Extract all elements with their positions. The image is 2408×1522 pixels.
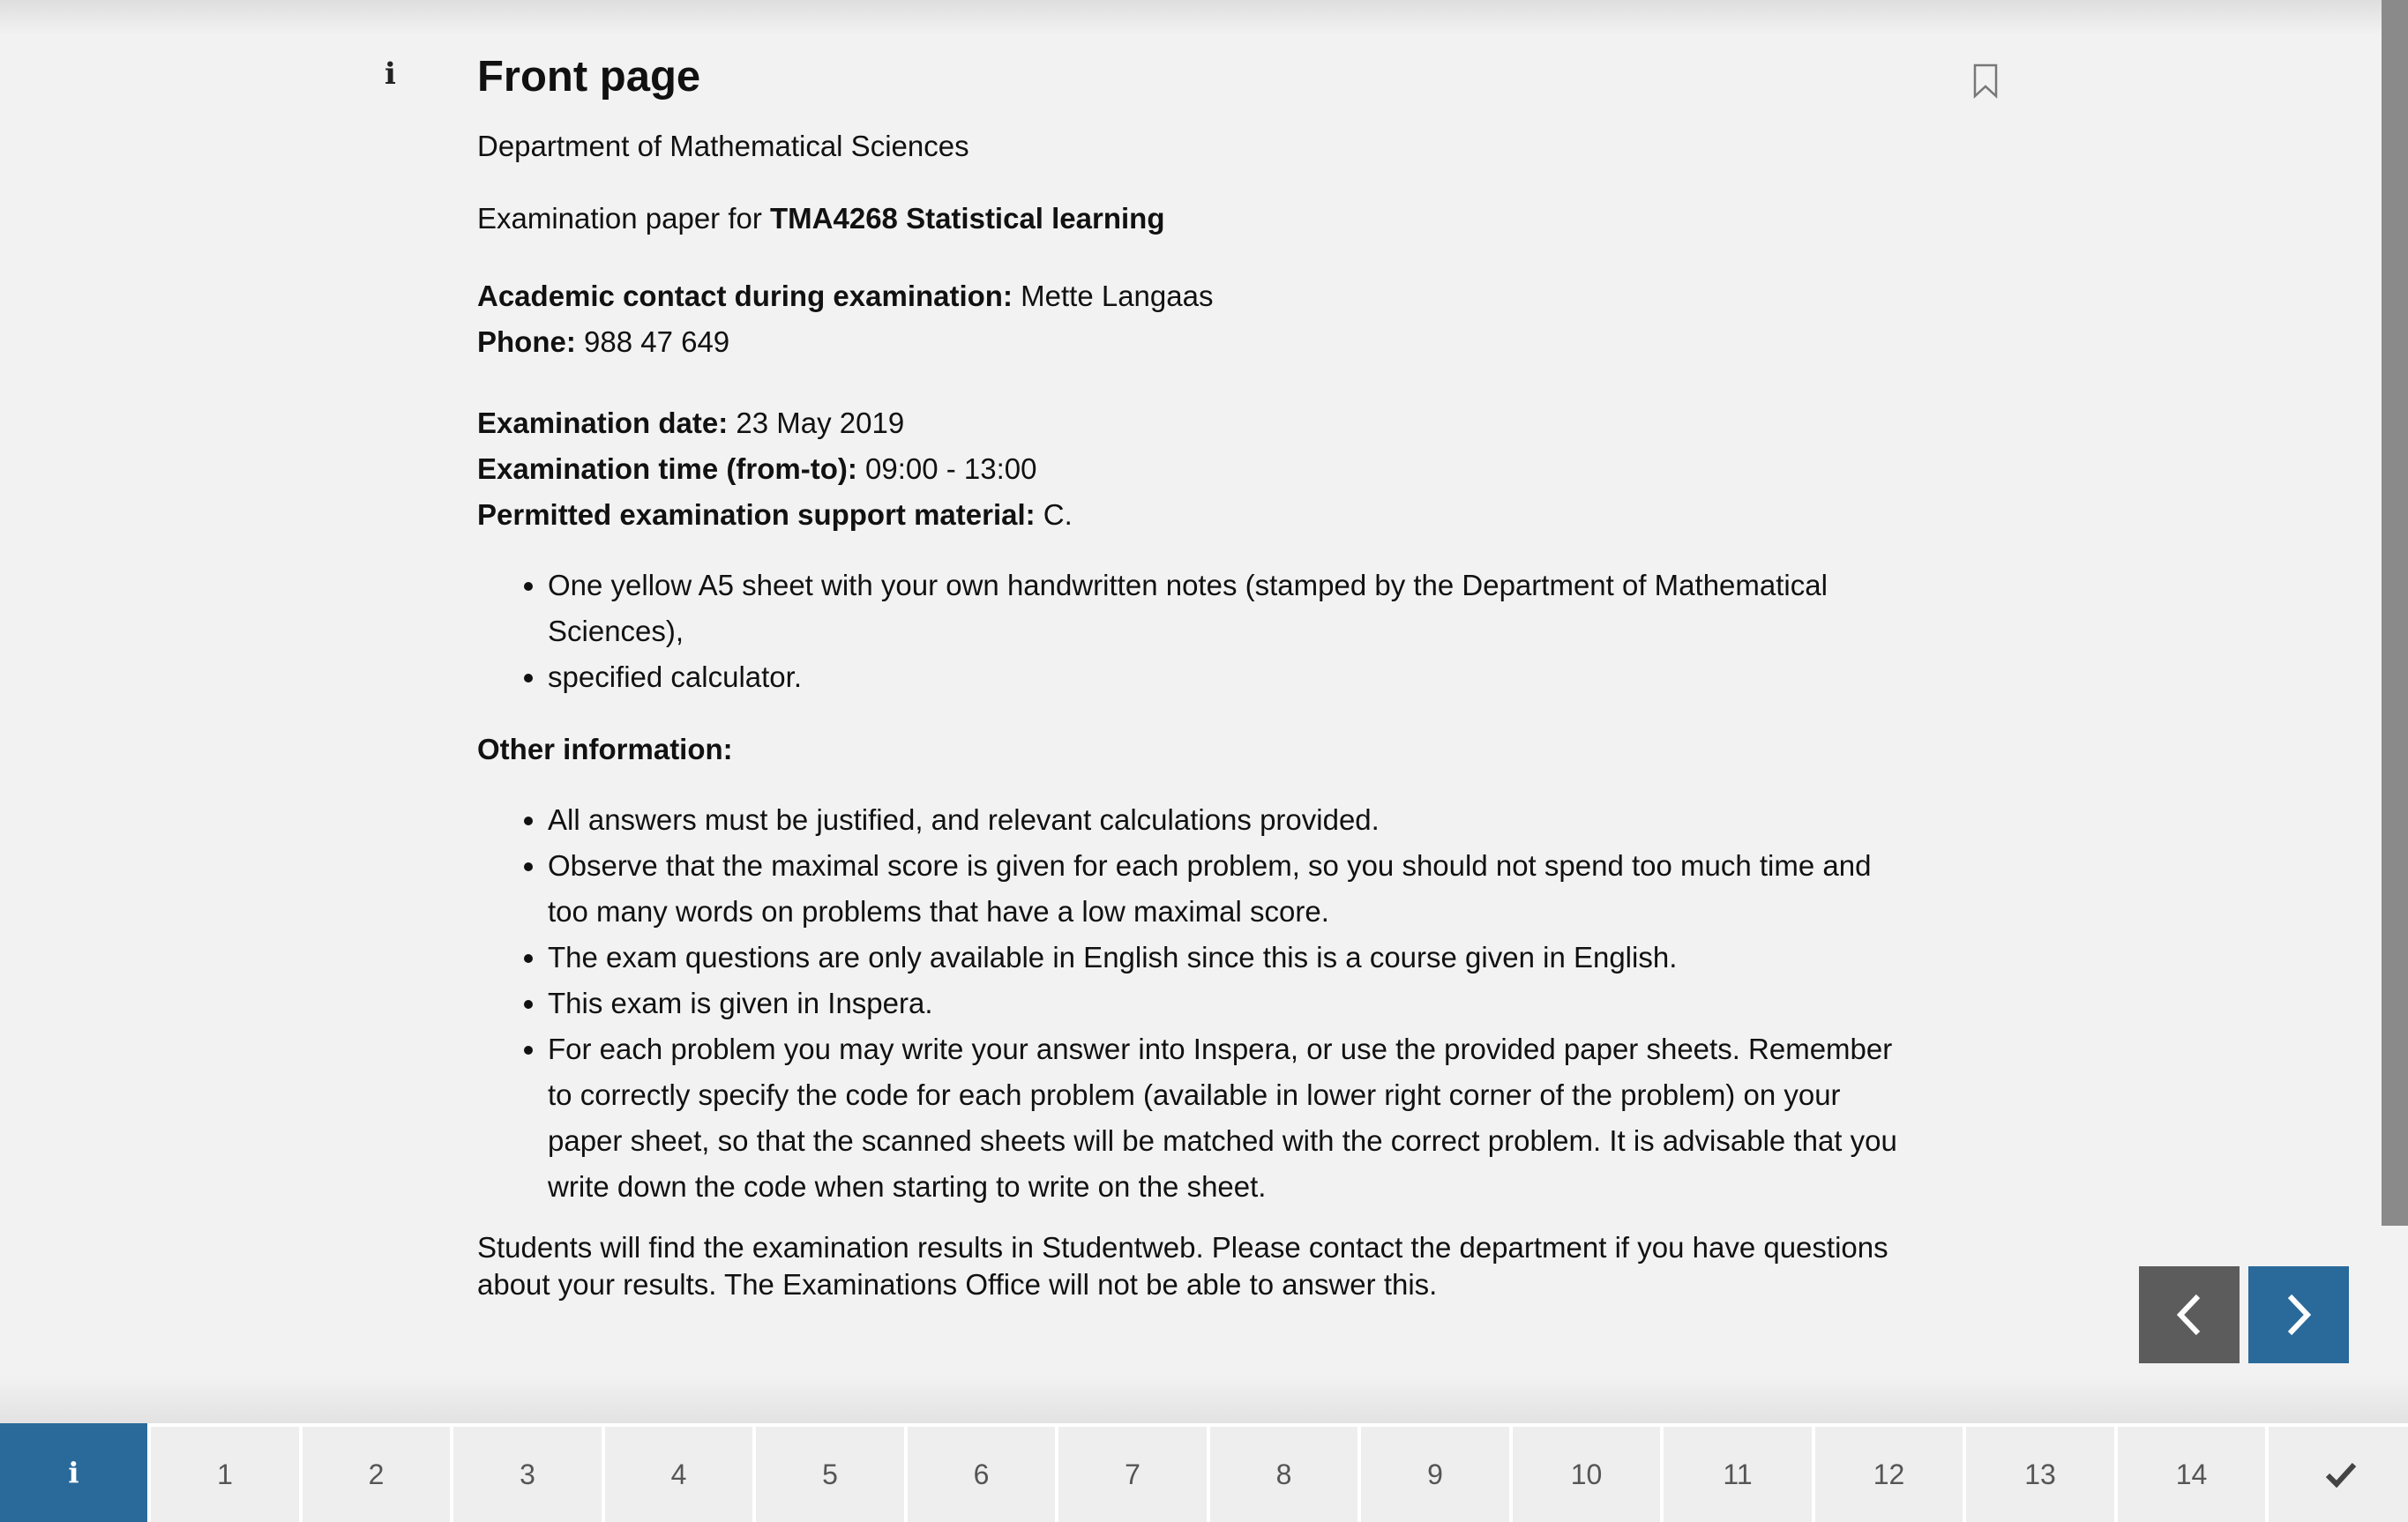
material-label: Permitted examination support material: [477,498,1036,531]
exam-date-line [477,400,1906,446]
next-button[interactable] [2248,1266,2349,1363]
time-value: 09:00 - 13:00 [856,452,1037,485]
course-name: TMA4268 Statistical learning [770,202,1165,235]
bookmark-icon[interactable] [1972,63,1999,99]
date-value: 23 May 2019 [728,407,905,439]
checkmark-icon [2325,1461,2357,1488]
tab-question-9[interactable]: 9 [1361,1423,1513,1522]
tab-question-1[interactable]: 1 [151,1423,303,1522]
list-item: • For each problem you may write your answer into Inspera, or use the provided paper sheets. Remember to correctly specify the code for each problem (available in lower right corner of the problem) on your paper sheet, so that the scanned sheets will be matched with the correct problem. It is advisable that you write down the code when starting to write on the sheet. [548,1026,1906,1210]
tab-question-2[interactable]: 2 [303,1423,453,1522]
tab-question-4[interactable]: 4 [605,1423,756,1522]
list-item: • The exam questions are only available in English since this is a course given in English. [548,935,1906,981]
list-item: • Observe that the maximal score is given for each problem, so you should not spend too much time and too many words on problems that have a low maximal score. [548,843,1906,935]
question-navigation-bar [0,1423,2408,1522]
material-value: C. [1035,498,1073,531]
tab-question-8[interactable]: 8 [1210,1423,1361,1522]
tab-question-3[interactable]: 3 [453,1423,605,1522]
contact-value: Mette Langaas [1012,280,1214,312]
support-material-list [477,563,1906,700]
front-page-content [477,46,1906,1303]
tab-question-5[interactable]: 5 [756,1423,908,1522]
page-title: Front page [477,53,701,101]
academic-contact-line [477,273,1906,319]
footer-shadow [0,1376,2408,1423]
department-text: Department of Mathematical Sciences [477,130,969,162]
date-label: Examination date: [477,407,729,439]
exam-paper-prefix: Examination paper for [477,202,771,235]
list-item: • specified calculator. [548,654,1906,700]
other-info-heading [477,727,1906,772]
results-info-text: Students will find the examination results in Studentweb. Please contact the department if you have questions about your results. The Examinations Office will not be able to answer this. [477,1231,1888,1301]
list-item: • All answers must be justified, and relevant calculations provided. [548,797,1906,843]
exam-paper-line [477,196,1906,242]
support-material-line [477,492,1906,538]
tab-question-6[interactable]: 6 [908,1423,1058,1522]
list-item: • One yellow A5 sheet with your own handwritten notes (stamped by the Department of Mathematical Sciences), [548,563,1906,654]
tab-question-10[interactable]: 10 [1513,1423,1664,1522]
time-label: Examination time (from-to): [477,452,857,485]
phone-line [477,319,1906,365]
tab-front-page[interactable]: i [0,1423,151,1522]
other-info-label: Other information: [477,733,733,765]
contact-label: Academic contact during examination: [477,280,1013,312]
tab-question-14[interactable]: 14 [2118,1423,2269,1522]
top-shadow [0,0,2382,35]
tab-question-11[interactable]: 11 [1664,1423,1815,1522]
chevron-right-icon [2281,1293,2316,1337]
info-icon: i [385,56,396,92]
chevron-left-icon [2172,1293,2207,1337]
list-item: • This exam is given in Inspera. [548,981,1906,1026]
phone-value: 988 47 649 [575,325,730,358]
tab-question-13[interactable]: 13 [1966,1423,2118,1522]
scrollbar[interactable] [2382,0,2408,1226]
phone-label: Phone: [477,325,576,358]
previous-button[interactable] [2139,1266,2240,1363]
exam-time-line [477,446,1906,492]
submit-tab[interactable] [2269,1423,2408,1522]
tab-question-12[interactable]: 12 [1815,1423,1966,1522]
tab-question-7[interactable]: 7 [1058,1423,1210,1522]
other-info-list [477,797,1906,1210]
